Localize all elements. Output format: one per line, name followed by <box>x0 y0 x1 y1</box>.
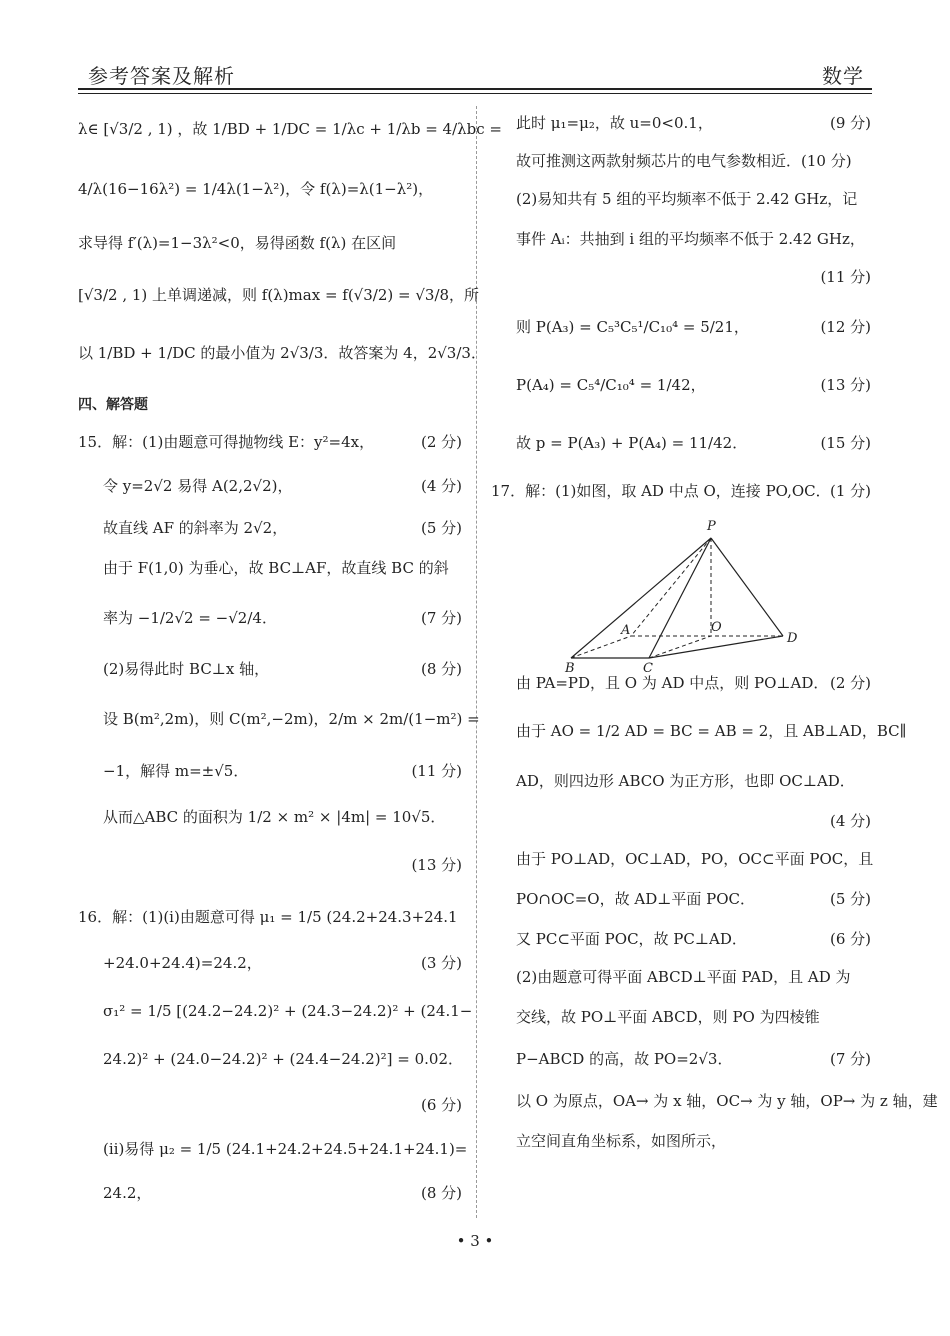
score-label: (4 分) <box>829 812 871 830</box>
text-line: PO∩OC=O，故 AD⊥平面 POC． (5 分) <box>516 890 871 908</box>
score-label: (13 分) <box>820 376 871 394</box>
edge-CD <box>649 636 783 658</box>
score-label: (5 分) <box>420 519 462 537</box>
header-title: 参考答案及解析 <box>88 64 235 88</box>
score-label: (11 分) <box>820 268 871 286</box>
label-P: P <box>707 519 716 534</box>
text-line: 15．解：(1)由题意可得抛物线 E：y²=4x， (2 分) <box>78 433 462 451</box>
pyramid-figure <box>561 516 811 676</box>
text-line: 故可推测这两款射频芯片的电气参数相近．(10 分) <box>516 152 852 170</box>
score-label: (8 分) <box>420 1184 462 1202</box>
score-label: (3 分) <box>420 954 462 972</box>
score-label: (12 分) <box>820 318 871 336</box>
text-line: (2)易知共有 5 组的平均频率不低于 2.42 GHz，记 <box>516 190 858 208</box>
text-line: (2)由题意可得平面 ABCD⊥平面 PAD，且 AD 为 <box>516 968 851 986</box>
text-line: 17．解：(1)如图，取 AD 中点 O，连接 PO,OC． (1 分) <box>491 482 871 500</box>
edge-AB <box>571 636 631 658</box>
text-line: 事件 Aᵢ：共抽到 i 组的平均频率不低于 2.42 GHz， <box>516 230 865 248</box>
text-line: (ⅱ)易得 μ₂ = 1/5 (24.1+24.2+24.5+24.1+24.1)= <box>103 1140 468 1158</box>
score-label: (11 分) <box>411 762 462 780</box>
text-line: −1，解得 m=±√5． (11 分) <box>103 762 462 780</box>
text-line: 故 p = P(A₃) + P(A₄) = 11/42． (15 分) <box>516 434 871 452</box>
text-line: 4/λ(16−16λ²) = 1/4λ(1−λ²)，令 f(λ)=λ(1−λ²)， <box>78 180 434 198</box>
text-line: [√3/2 , 1) 上单调递减，则 f(λ)max = f(√3/2) = √3/8，所 <box>78 286 480 304</box>
text-line: 令 y=2√2 易得 A(2,2√2)， (4 分) <box>103 477 462 495</box>
text-line: P(A₄) = C₅⁴/C₁₀⁴ = 1/42， (13 分) <box>516 376 871 394</box>
text-line: 24.2)² + (24.0−24.2)² + (24.4−24.2)²] = 0.02． <box>103 1050 463 1068</box>
text-line: 由 PA=PD，且 O 为 AD 中点，则 PO⊥AD． (2 分) <box>516 674 871 692</box>
score-label: (7 分) <box>420 609 462 627</box>
text-line: 由于 PO⊥AD，OC⊥AD，PO，OC⊂平面 POC，且 <box>516 850 874 868</box>
text-line: 以 O 为原点，OA→ 为 x 轴，OC→ 为 y 轴，OP→ 为 z 轴，建 <box>516 1092 938 1110</box>
text-line: P−ABCD 的高，故 PO=2√3． (7 分) <box>516 1050 871 1068</box>
score-label: (4 分) <box>420 477 462 495</box>
text-line: λ∈ [√3/2 , 1) ，故 1/BD + 1/DC = 1/λc + 1/λb = 4/λbc = <box>78 120 502 138</box>
text-line: 从而△ABC 的面积为 1/2 × m² × |4m| = 10√5． <box>103 808 446 826</box>
score-label: (2 分) <box>420 433 462 451</box>
text-line: 率为 −1/2√2 = −√2/4． (7 分) <box>103 609 462 627</box>
text-line: 此时 μ₁=μ₂，故 u=0<0.1， (9 分) <box>516 114 871 132</box>
label-A: A <box>621 623 631 638</box>
score-label: (5 分) <box>829 890 871 908</box>
edge-PC <box>649 538 711 658</box>
text-line: 立空间直角坐标系，如图所示， <box>516 1132 727 1150</box>
text-line: 24.2， (8 分) <box>103 1184 462 1202</box>
label-D: D <box>787 631 798 646</box>
text-line: 设 B(m²,2m)，则 C(m²,−2m)，2/m × 2m/(1−m²) = <box>103 710 480 728</box>
score-label: (2 分) <box>829 674 871 692</box>
score-label: (6 分) <box>829 930 871 948</box>
text-line: 则 P(A₃) = C₅³C₅¹/C₁₀⁴ = 5/21， (12 分) <box>516 318 871 336</box>
edge-PB <box>571 538 711 658</box>
text-line: 16．解：(1)(ⅰ)由题意可得 μ₁ = 1/5 (24.2+24.3+24.1 <box>78 908 458 926</box>
page-number: • 3 • <box>456 1232 494 1250</box>
text-line: 求导得 f′(λ)=1−3λ²<0，易得函数 f(λ) 在区间 <box>78 234 397 252</box>
section-heading: 四、解答题 <box>78 397 148 413</box>
text-line: 由于 AO = 1/2 AD = BC = AB = 2，且 AB⊥AD，BC∥ <box>516 722 907 740</box>
label-B: B <box>565 661 575 676</box>
text-line: 以 1/BD + 1/DC 的最小值为 2√3/3．故答案为 4，2√3/3． <box>78 344 486 362</box>
score-label: (13 分) <box>411 856 462 874</box>
edge-PA <box>631 538 711 636</box>
header-rule <box>78 88 872 90</box>
header-subject: 数学 <box>822 64 864 88</box>
text-line: +24.0+24.4)=24.2， (3 分) <box>103 954 462 972</box>
score-label: (9 分) <box>829 114 871 132</box>
score-label: (15 分) <box>820 434 871 452</box>
score-label: (7 分) <box>829 1050 871 1068</box>
text-line: AD，则四边形 ABCO 为正方形，也即 OC⊥AD． <box>516 772 855 790</box>
text-line: σ₁² = 1/5 [(24.2−24.2)² + (24.3−24.2)² + (24.1− <box>103 1002 473 1020</box>
text-line: 由于 F(1,0) 为垂心，故 BC⊥AF，故直线 BC 的斜 <box>103 559 449 577</box>
edge-PD <box>711 538 783 636</box>
score-label: (8 分) <box>420 660 462 678</box>
text-line: 故直线 AF 的斜率为 2√2， (5 分) <box>103 519 462 537</box>
score-label: (1 分) <box>829 482 871 500</box>
header-rule-thin <box>78 93 872 94</box>
column-divider <box>476 106 477 1218</box>
text-line: 又 PC⊂平面 POC，故 PC⊥AD． (6 分) <box>516 930 871 948</box>
label-O: O <box>711 620 722 635</box>
score-label: (6 分) <box>420 1096 462 1114</box>
text-line: (2)易得此时 BC⊥x 轴， (8 分) <box>103 660 462 678</box>
text-line: 交线，故 PO⊥平面 ABCD，则 PO 为四棱锥 <box>516 1008 820 1026</box>
label-C: C <box>643 661 653 676</box>
